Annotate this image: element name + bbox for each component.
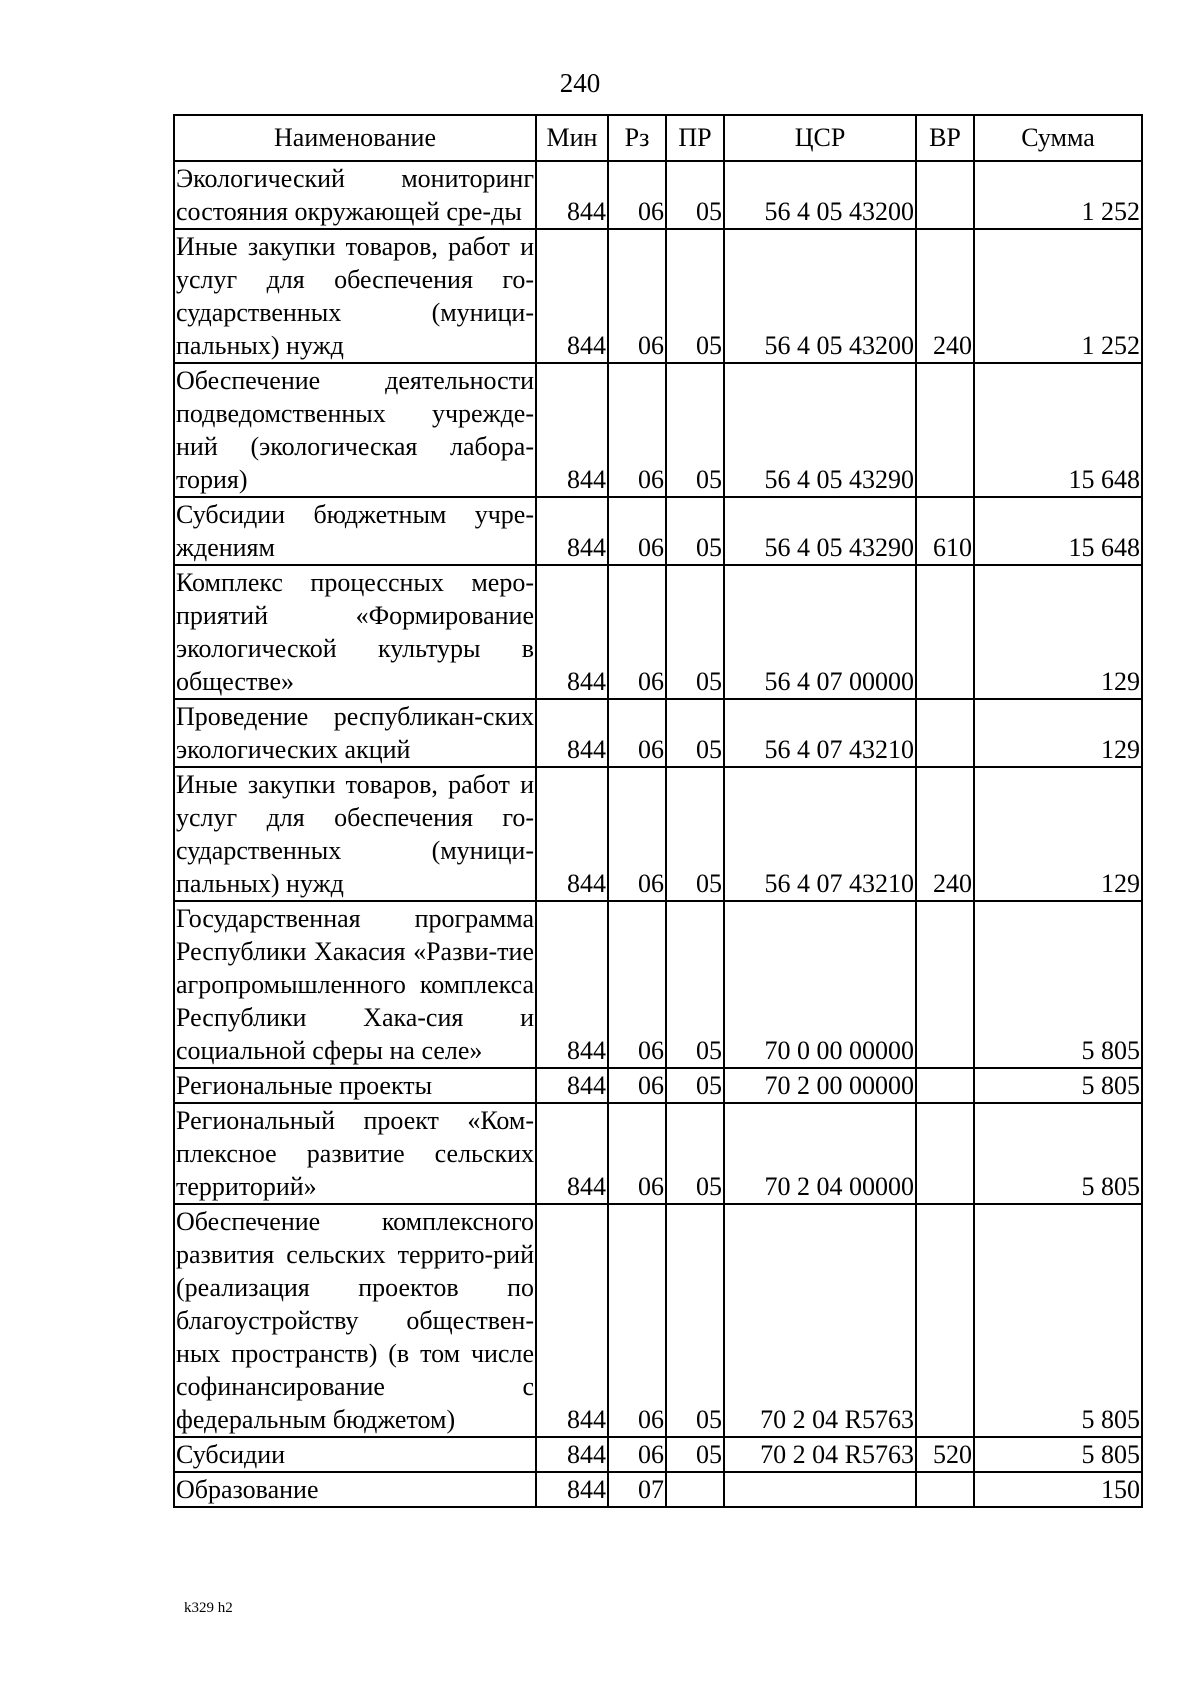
cell-pr: 05: [666, 161, 724, 229]
cell-name: Субсидии: [174, 1437, 536, 1472]
cell-pr: 05: [666, 1437, 724, 1472]
table-row: [174, 363, 1142, 497]
cell-sum: 5 805: [974, 1204, 1142, 1437]
cell-name: Обеспечение деятельности подведомственных учрежде-ний (экологическая лабора-тория): [174, 363, 536, 497]
header-rz: Рз: [608, 115, 666, 161]
cell-sum: 15 648: [974, 363, 1142, 497]
cell-sum: 5 805: [974, 901, 1142, 1068]
cell-rz: 06: [608, 1103, 666, 1204]
table-row: [174, 161, 1142, 229]
cell-csr: 56 4 07 00000: [724, 565, 916, 699]
cell-csr: 56 4 05 43290: [724, 497, 916, 565]
cell-sum: 129: [974, 565, 1142, 699]
cell-min: 844: [536, 161, 608, 229]
cell-rz: 06: [608, 229, 666, 363]
header-vr: ВР: [916, 115, 974, 161]
cell-sum: 129: [974, 767, 1142, 901]
table-row: [174, 1103, 1142, 1204]
cell-name: Государственная программа Республики Хакасия «Разви-тие агропромышленного комплекса Республики Хака-сия и социальной сферы на селе»: [174, 901, 536, 1068]
cell-pr: 05: [666, 901, 724, 1068]
cell-csr: 70 2 00 00000: [724, 1068, 916, 1103]
cell-min: 844: [536, 901, 608, 1068]
cell-rz: 06: [608, 901, 666, 1068]
cell-min: 844: [536, 229, 608, 363]
table-row: [174, 565, 1142, 699]
cell-sum: 129: [974, 699, 1142, 767]
table-row: [174, 229, 1142, 363]
cell-name: Проведение республикан-ских экологических акций: [174, 699, 536, 767]
cell-vr: 520: [916, 1437, 974, 1472]
cell-vr: [916, 1204, 974, 1437]
cell-vr: [916, 1472, 974, 1507]
cell-min: 844: [536, 497, 608, 565]
cell-pr: 05: [666, 1103, 724, 1204]
table-row: [174, 497, 1142, 565]
cell-vr: 240: [916, 767, 974, 901]
cell-pr: 05: [666, 767, 724, 901]
cell-vr: [916, 161, 974, 229]
cell-rz: 06: [608, 1204, 666, 1437]
cell-pr: 05: [666, 699, 724, 767]
cell-min: 844: [536, 699, 608, 767]
header-name: Наименование: [174, 115, 536, 161]
cell-min: 844: [536, 1472, 608, 1507]
cell-csr: 56 4 07 43210: [724, 767, 916, 901]
table-row: [174, 699, 1142, 767]
cell-name: Комплекс процессных меро-приятий «Формирование экологической культуры в обществе»: [174, 565, 536, 699]
header-csr: ЦСР: [724, 115, 916, 161]
cell-min: 844: [536, 363, 608, 497]
table-row: [174, 767, 1142, 901]
cell-vr: [916, 1103, 974, 1204]
table-header-row: [174, 115, 1142, 161]
table-body: [174, 161, 1142, 1507]
table-row: [174, 1437, 1142, 1472]
table-row: [174, 1204, 1142, 1437]
page-number: 240: [559, 68, 601, 98]
header-sum: Сумма: [974, 115, 1142, 161]
cell-csr: [724, 1472, 916, 1507]
cell-rz: 06: [608, 565, 666, 699]
table-row: [174, 1068, 1142, 1103]
cell-csr: 56 4 05 43200: [724, 161, 916, 229]
cell-rz: 06: [608, 699, 666, 767]
cell-name: Обеспечение комплексного развития сельских террито-рий (реализация проектов по благоустройству обществен-ных пространств) (в том числе софинансирование с федеральным бюджетом): [174, 1204, 536, 1437]
cell-csr: 56 4 05 43200: [724, 229, 916, 363]
cell-sum: 1 252: [974, 161, 1142, 229]
cell-min: 844: [536, 1103, 608, 1204]
cell-sum: 150: [974, 1472, 1142, 1507]
cell-pr: 05: [666, 229, 724, 363]
cell-csr: 70 0 00 00000: [724, 901, 916, 1068]
cell-rz: 06: [608, 1437, 666, 1472]
cell-name: Образование: [174, 1472, 536, 1507]
cell-vr: 610: [916, 497, 974, 565]
cell-pr: 05: [666, 1204, 724, 1437]
cell-name: Субсидии бюджетным учре-ждениям: [174, 497, 536, 565]
cell-csr: 56 4 05 43290: [724, 363, 916, 497]
cell-min: 844: [536, 1204, 608, 1437]
cell-name: Иные закупки товаров, работ и услуг для обеспечения го-сударственных (муници-пальных) нужд: [174, 229, 536, 363]
cell-min: 844: [536, 1437, 608, 1472]
cell-csr: 70 2 04 00000: [724, 1103, 916, 1204]
cell-pr: 05: [666, 497, 724, 565]
cell-sum: 5 805: [974, 1103, 1142, 1204]
table-row: [174, 901, 1142, 1068]
cell-min: 844: [536, 565, 608, 699]
cell-rz: 07: [608, 1472, 666, 1507]
cell-csr: 56 4 07 43210: [724, 699, 916, 767]
cell-rz: 06: [608, 363, 666, 497]
cell-vr: 240: [916, 229, 974, 363]
cell-vr: [916, 901, 974, 1068]
cell-pr: 05: [666, 363, 724, 497]
cell-vr: [916, 565, 974, 699]
cell-vr: [916, 363, 974, 497]
budget-table: [173, 114, 1143, 1508]
table-row: [174, 1472, 1142, 1507]
cell-name: Региональный проект «Ком-плексное развитие сельских территорий»: [174, 1103, 536, 1204]
cell-pr: [666, 1472, 724, 1507]
cell-name: Региональные проекты: [174, 1068, 536, 1103]
cell-sum: 1 252: [974, 229, 1142, 363]
cell-name: Экологический мониторинг состояния окружающей сре-ды: [174, 161, 536, 229]
cell-rz: 06: [608, 1068, 666, 1103]
header-min: Мин: [536, 115, 608, 161]
cell-vr: [916, 699, 974, 767]
cell-min: 844: [536, 1068, 608, 1103]
cell-rz: 06: [608, 767, 666, 901]
cell-name: Иные закупки товаров, работ и услуг для обеспечения го-сударственных (муници-пальных) нужд: [174, 767, 536, 901]
header-pr: ПР: [666, 115, 724, 161]
cell-sum: 5 805: [974, 1068, 1142, 1103]
cell-pr: 05: [666, 1068, 724, 1103]
cell-sum: 15 648: [974, 497, 1142, 565]
cell-vr: [916, 1068, 974, 1103]
cell-pr: 05: [666, 565, 724, 699]
cell-rz: 06: [608, 161, 666, 229]
cell-min: 844: [536, 767, 608, 901]
cell-rz: 06: [608, 497, 666, 565]
cell-csr: 70 2 04 R5763: [724, 1437, 916, 1472]
cell-sum: 5 805: [974, 1437, 1142, 1472]
cell-csr: 70 2 04 R5763: [724, 1204, 916, 1437]
document-code: k329 h2: [184, 1600, 233, 1616]
